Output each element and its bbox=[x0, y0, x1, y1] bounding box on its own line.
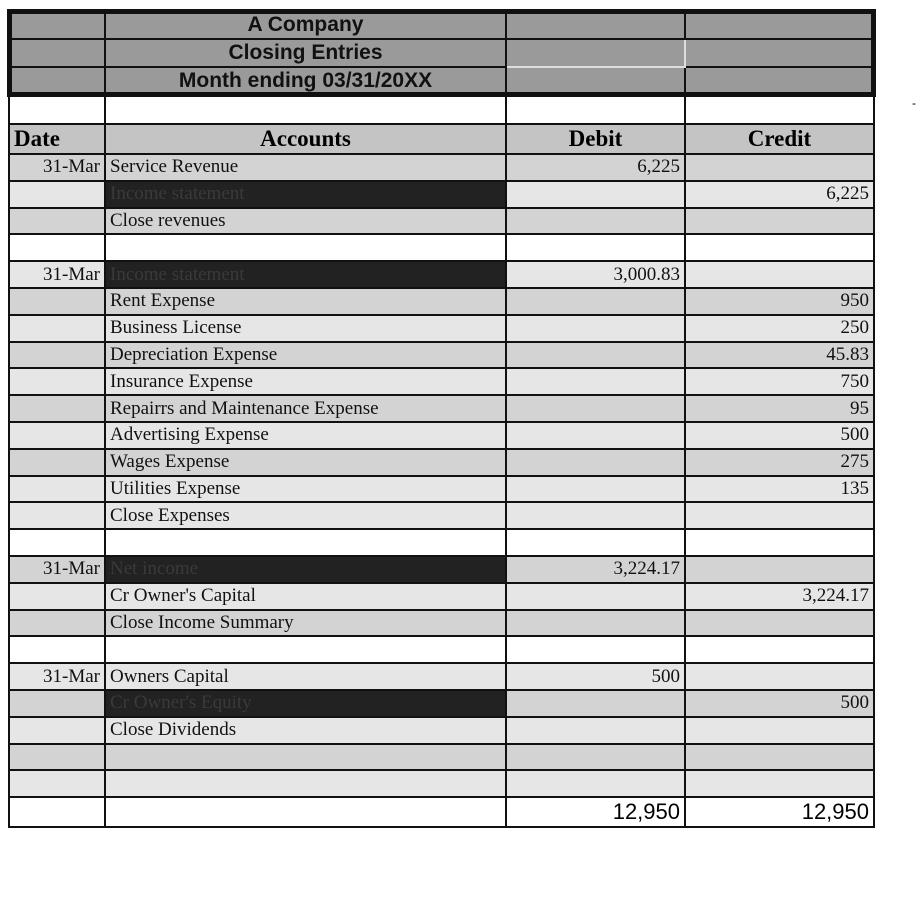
row-date[interactable] bbox=[9, 583, 105, 610]
closing-entries-sheet bbox=[8, 10, 875, 828]
header-debit[interactable]: Debit bbox=[506, 124, 685, 154]
row-credit[interactable]: 45.83 bbox=[685, 342, 874, 369]
row-debit[interactable] bbox=[506, 636, 685, 663]
row-account[interactable]: Close Expenses bbox=[105, 502, 506, 529]
row-account[interactable]: Wages Expense bbox=[105, 449, 506, 476]
cell[interactable] bbox=[9, 67, 105, 95]
row-credit[interactable] bbox=[685, 636, 874, 663]
row-debit[interactable]: 500 bbox=[506, 663, 685, 690]
row-credit[interactable] bbox=[685, 663, 874, 690]
row-account[interactable]: Income statement bbox=[105, 181, 506, 208]
row-debit[interactable] bbox=[506, 449, 685, 476]
row-credit[interactable]: 950 bbox=[685, 288, 874, 315]
row-date[interactable] bbox=[9, 234, 105, 261]
row-account[interactable]: Owners Capital bbox=[105, 663, 506, 690]
row-date[interactable] bbox=[9, 529, 105, 556]
row-credit[interactable] bbox=[685, 208, 874, 235]
row-account[interactable]: Cr Owner's Equity bbox=[105, 690, 506, 717]
table-row bbox=[9, 208, 874, 235]
row-date[interactable] bbox=[9, 181, 105, 208]
row-debit[interactable]: 3,224.17 bbox=[506, 556, 685, 583]
cell[interactable] bbox=[506, 11, 685, 39]
table-row bbox=[9, 583, 874, 610]
row-date[interactable] bbox=[9, 636, 105, 663]
row-debit[interactable]: 6,225 bbox=[506, 154, 685, 181]
row-debit[interactable] bbox=[506, 610, 685, 637]
row-date[interactable] bbox=[9, 502, 105, 529]
cell[interactable] bbox=[9, 39, 105, 67]
row-debit[interactable] bbox=[506, 583, 685, 610]
stray-mark: - bbox=[912, 96, 916, 110]
table-row bbox=[9, 556, 874, 583]
row-credit[interactable]: 500 bbox=[685, 422, 874, 449]
table-row bbox=[9, 502, 874, 529]
row-date[interactable]: 31-Mar bbox=[9, 261, 105, 288]
row-date[interactable]: 31-Mar bbox=[9, 556, 105, 583]
header-date[interactable]: Date bbox=[9, 124, 105, 154]
row-debit[interactable] bbox=[506, 422, 685, 449]
row-date[interactable] bbox=[9, 288, 105, 315]
row-date[interactable] bbox=[9, 315, 105, 342]
row-date[interactable] bbox=[9, 368, 105, 395]
row-account[interactable]: Advertising Expense bbox=[105, 422, 506, 449]
table-row bbox=[9, 234, 874, 261]
cell[interactable] bbox=[506, 39, 685, 67]
row-debit[interactable] bbox=[506, 770, 685, 797]
row-date[interactable] bbox=[9, 744, 105, 771]
cell[interactable] bbox=[506, 67, 685, 95]
table-row bbox=[9, 690, 874, 717]
row-date[interactable] bbox=[9, 717, 105, 744]
row-credit[interactable]: 3,224.17 bbox=[685, 583, 874, 610]
row-account[interactable]: Business License bbox=[105, 315, 506, 342]
row-date[interactable] bbox=[9, 208, 105, 235]
row-debit[interactable] bbox=[506, 529, 685, 556]
table-row bbox=[9, 610, 874, 637]
row-debit[interactable] bbox=[506, 476, 685, 503]
cell[interactable] bbox=[9, 11, 105, 39]
row-account[interactable]: Utilities Expense bbox=[105, 476, 506, 503]
row-date[interactable] bbox=[9, 690, 105, 717]
table-row bbox=[9, 529, 874, 556]
cell[interactable] bbox=[105, 797, 506, 827]
row-credit[interactable] bbox=[685, 610, 874, 637]
row-debit[interactable] bbox=[506, 690, 685, 717]
row-debit[interactable] bbox=[506, 368, 685, 395]
table-row bbox=[9, 422, 874, 449]
table-row bbox=[9, 770, 874, 797]
row-debit[interactable] bbox=[506, 208, 685, 235]
row-date[interactable] bbox=[9, 422, 105, 449]
row-date[interactable] bbox=[9, 476, 105, 503]
row-credit[interactable] bbox=[685, 717, 874, 744]
row-account[interactable] bbox=[105, 234, 506, 261]
header-accounts[interactable]: Accounts bbox=[105, 124, 506, 154]
row-date[interactable] bbox=[9, 342, 105, 369]
table-row bbox=[9, 181, 874, 208]
row-account[interactable]: Cr Owner's Capital bbox=[105, 583, 506, 610]
row-debit[interactable] bbox=[506, 744, 685, 771]
period-label[interactable]: Month ending 03/31/20XX bbox=[105, 67, 506, 95]
row-credit[interactable]: 95 bbox=[685, 395, 874, 422]
table-row bbox=[9, 342, 874, 369]
cell[interactable] bbox=[685, 67, 874, 95]
row-account[interactable]: Income statement bbox=[105, 261, 506, 288]
table-row bbox=[9, 744, 874, 771]
cell[interactable] bbox=[685, 39, 874, 67]
row-debit[interactable] bbox=[506, 502, 685, 529]
table-row bbox=[9, 154, 874, 181]
row-debit[interactable] bbox=[506, 234, 685, 261]
table-row bbox=[9, 636, 874, 663]
row-credit[interactable]: 250 bbox=[685, 315, 874, 342]
sheet-subtitle[interactable]: Closing Entries bbox=[105, 39, 506, 67]
title-block bbox=[9, 11, 874, 95]
row-account[interactable]: Service Revenue bbox=[105, 154, 506, 181]
row-credit[interactable] bbox=[685, 770, 874, 797]
row-credit[interactable] bbox=[685, 234, 874, 261]
row-date[interactable] bbox=[9, 449, 105, 476]
table-row bbox=[9, 368, 874, 395]
total-debit[interactable]: 12,950 bbox=[506, 797, 685, 827]
row-debit[interactable] bbox=[506, 342, 685, 369]
row-account[interactable]: Close Dividends bbox=[105, 717, 506, 744]
table-row bbox=[9, 315, 874, 342]
row-credit[interactable]: 500 bbox=[685, 690, 874, 717]
total-credit[interactable]: 12,950 bbox=[685, 797, 874, 827]
table-row bbox=[9, 449, 874, 476]
header-row bbox=[9, 124, 874, 154]
table-row bbox=[9, 476, 874, 503]
row-account[interactable] bbox=[105, 744, 506, 771]
row-debit[interactable] bbox=[506, 288, 685, 315]
row-credit[interactable] bbox=[685, 154, 874, 181]
row-account[interactable]: Rent Expense bbox=[105, 288, 506, 315]
row-debit[interactable]: 3,000.83 bbox=[506, 261, 685, 288]
row-debit[interactable] bbox=[506, 717, 685, 744]
cell[interactable] bbox=[506, 95, 685, 124]
row-date[interactable] bbox=[9, 610, 105, 637]
row-debit[interactable] bbox=[506, 181, 685, 208]
row-account[interactable]: Close revenues bbox=[105, 208, 506, 235]
table-row bbox=[9, 261, 874, 288]
row-account[interactable]: Net income bbox=[105, 556, 506, 583]
cell[interactable] bbox=[685, 11, 874, 39]
row-credit[interactable]: 6,225 bbox=[685, 181, 874, 208]
row-date[interactable]: 31-Mar bbox=[9, 154, 105, 181]
cell[interactable] bbox=[9, 95, 105, 124]
table-row bbox=[9, 717, 874, 744]
row-credit[interactable] bbox=[685, 261, 874, 288]
company-name[interactable]: A Company bbox=[105, 11, 506, 39]
cell[interactable] bbox=[9, 797, 105, 827]
row-account[interactable]: Close Income Summary bbox=[105, 610, 506, 637]
row-credit[interactable] bbox=[685, 529, 874, 556]
cell[interactable] bbox=[685, 95, 874, 124]
row-account[interactable] bbox=[105, 770, 506, 797]
header-credit[interactable]: Credit bbox=[685, 124, 874, 154]
row-credit[interactable] bbox=[685, 556, 874, 583]
row-credit[interactable] bbox=[685, 744, 874, 771]
row-date[interactable]: 31-Mar bbox=[9, 663, 105, 690]
row-credit[interactable]: 750 bbox=[685, 368, 874, 395]
table-row bbox=[9, 395, 874, 422]
row-debit[interactable] bbox=[506, 395, 685, 422]
row-account[interactable]: Insurance Expense bbox=[105, 368, 506, 395]
row-debit[interactable] bbox=[506, 315, 685, 342]
row-account[interactable] bbox=[105, 636, 506, 663]
row-credit[interactable]: 135 bbox=[685, 476, 874, 503]
row-date[interactable] bbox=[9, 395, 105, 422]
totals-row bbox=[9, 797, 874, 827]
cell[interactable] bbox=[105, 95, 506, 124]
row-credit[interactable] bbox=[685, 502, 874, 529]
row-credit[interactable]: 275 bbox=[685, 449, 874, 476]
table-row bbox=[9, 288, 874, 315]
row-account[interactable] bbox=[105, 529, 506, 556]
row-account[interactable]: Repairrs and Maintenance Expense bbox=[105, 395, 506, 422]
table-row bbox=[9, 663, 874, 690]
row-account[interactable]: Depreciation Expense bbox=[105, 342, 506, 369]
row-date[interactable] bbox=[9, 770, 105, 797]
